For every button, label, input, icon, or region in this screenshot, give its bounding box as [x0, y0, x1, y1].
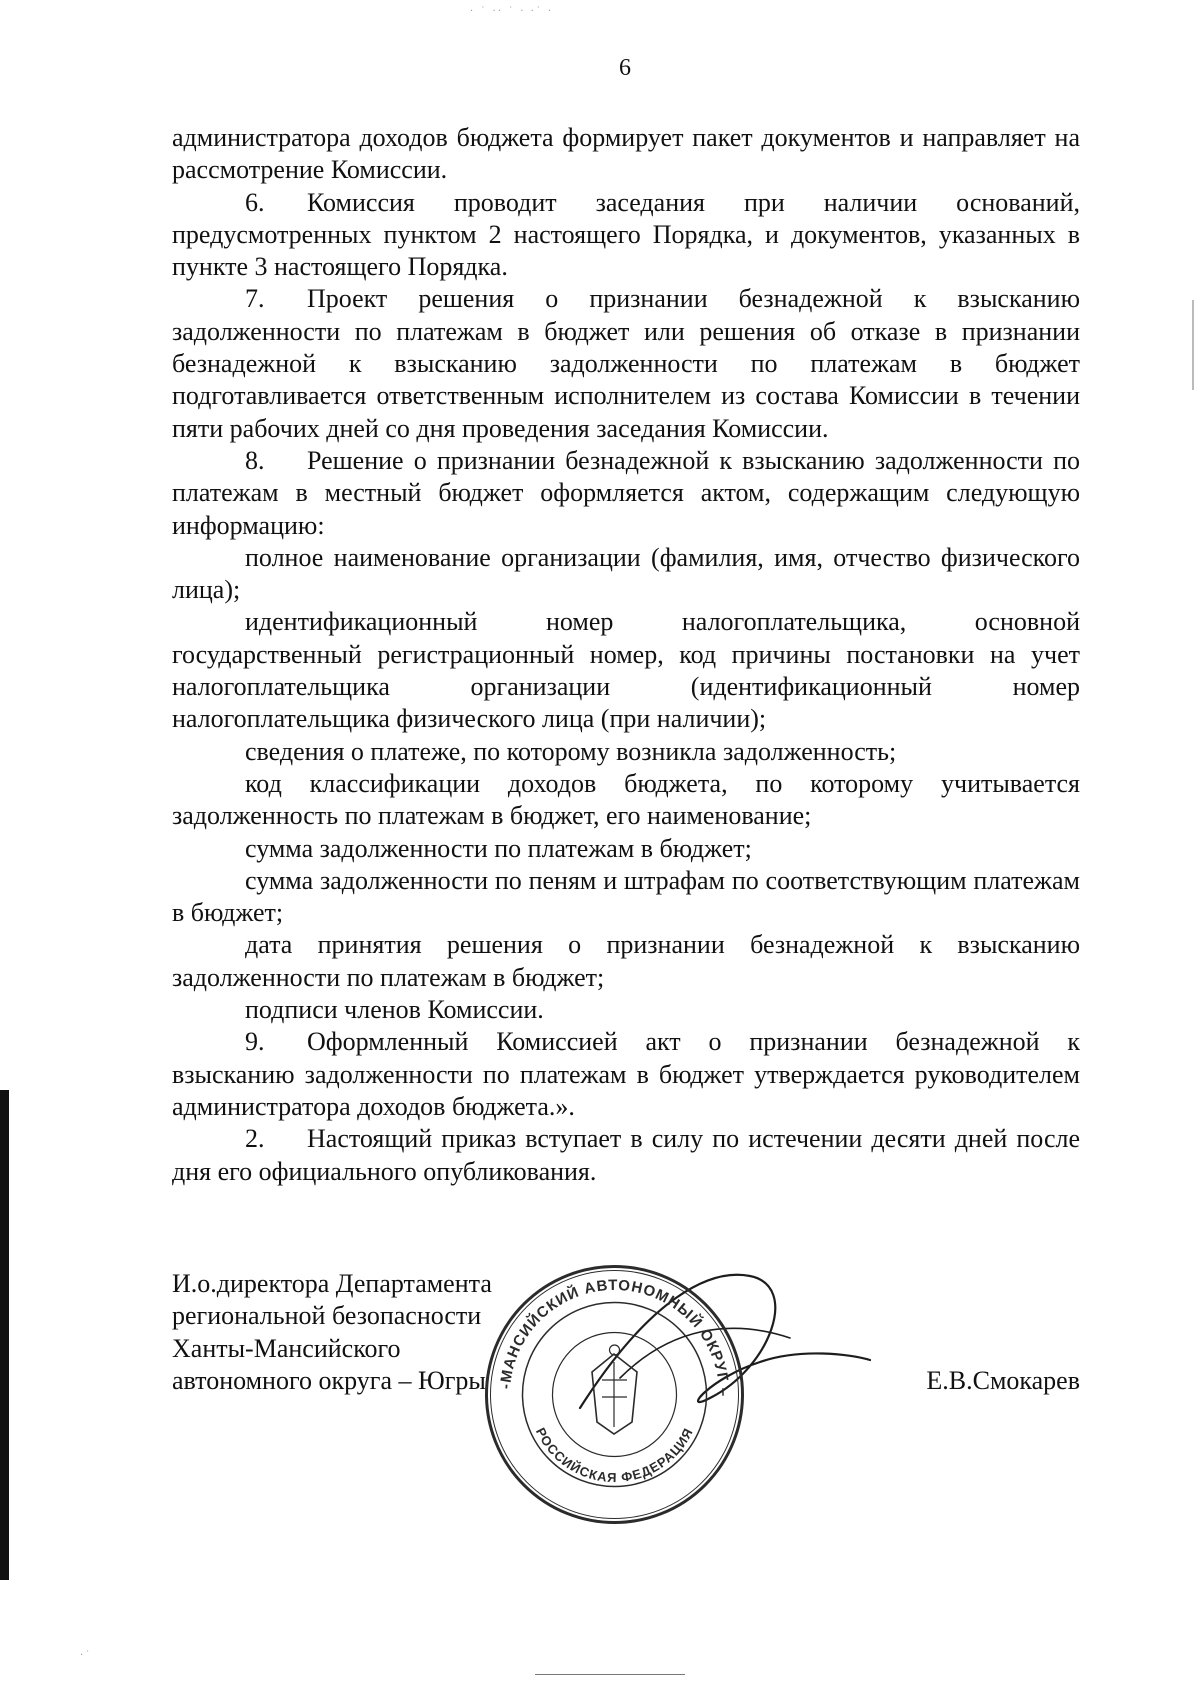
- svg-text:ХАНТЫ-МАНСИЙСКИЙ АВТОНОМНЫЙ ОК: [482, 1262, 732, 1397]
- signatory-name: Е.В.Смокарев: [926, 1366, 1080, 1395]
- signatory-line: И.о.директора Департамента: [172, 1269, 492, 1298]
- paragraph-text: полное наименование организации (фамилия, имя, отчество физического лица);: [172, 542, 1080, 605]
- paragraph: [172, 768, 1080, 833]
- paragraph-text: сумма задолженности по платежам в бюджет;: [245, 833, 752, 863]
- paragraph-number: 9.: [245, 1027, 265, 1057]
- paragraph: [172, 542, 1080, 607]
- paragraph-number: 6.: [245, 187, 265, 217]
- paragraph-text: администратора доходов бюджета формирует пакет документов и направляет на рассмотрение Комиссии.: [172, 123, 1080, 185]
- seal-outer-text: -МАНСИЙСКИЙ АВТОНОМНЫЙ ОКРУГ –: [497, 1276, 733, 1398]
- paragraph: [172, 994, 1080, 1026]
- paragraph-number: 2.: [245, 1124, 265, 1154]
- paragraph-text: дата принятия решения о признании безнадежной к взысканию задолженности по платежам в бюджет;: [172, 930, 1080, 992]
- paragraph: [172, 283, 1080, 444]
- paragraph: [172, 445, 1080, 542]
- signatory-line: Ханты-Мансийского: [172, 1333, 401, 1363]
- paragraph: [172, 833, 1080, 865]
- paragraph-text: Решение о признании безнадежной к взысканию задолженности по платежам в местный бюджет оформляется актом, содержащим следующую информацию:: [172, 445, 1080, 540]
- paragraph: [172, 187, 1080, 284]
- paragraph-text: Настоящий приказ вступает в силу по истечении десяти дней после дня его официального опубликования.: [172, 1124, 1080, 1186]
- paragraph-text: Оформленный Комиссией акт о признании безнадежной к взысканию задолженности по платежам в бюджет утверждается руководителем администратора доходов бюджета.».: [172, 1027, 1080, 1121]
- paragraph: [172, 865, 1080, 930]
- document-body: [172, 122, 1080, 1188]
- scan-noise: ·˙: [80, 1650, 93, 1661]
- paragraph-text: Комиссия проводит заседания при наличии оснований, предусмотренных пунктом 2 настоящего Порядка, и документов, указанных в пункте 3 настоящего Порядка.: [172, 187, 1080, 282]
- paragraph-text: код классификации доходов бюджета, по которому учитывается задолженность по платежам в бюджет, его наименование;: [172, 768, 1080, 831]
- scan-edge-bar: [0, 1090, 9, 1580]
- seal-bottom-text: РОССИЙСКАЯ ФЕДЕРАЦИЯ: [532, 1425, 697, 1486]
- paragraph: [172, 606, 1080, 735]
- paragraph-text: идентификационный номер налогоплательщика, основной государственный регистрационный номер, код причины постановки на учет налогоплательщика организации (идентификационный номер налогоплательщика физического лица (при наличии);: [172, 607, 1080, 734]
- paragraph-number: 7.: [245, 284, 265, 314]
- paragraph: [172, 929, 1080, 994]
- paragraph: [172, 1123, 1080, 1188]
- scan-noise: · ˙ ·· ˙ · ·˙ ·: [470, 6, 554, 17]
- paragraph: [172, 736, 1080, 768]
- paragraph-text: сведения о платеже, по которому возникла задолженность;: [245, 736, 897, 766]
- official-seal-icon: [482, 1262, 747, 1527]
- signatory-position: [172, 1268, 512, 1397]
- paragraph: [172, 1026, 1080, 1123]
- scan-bottom-line: [535, 1674, 685, 1675]
- official-seal: [482, 1262, 747, 1527]
- scan-edge-mark: [1192, 300, 1194, 390]
- signatory-line: автономного округа – Югры: [172, 1365, 486, 1395]
- paragraph-text: Проект решения о признании безнадежной к взысканию задолженности по платежам в бюджет или решения об отказе в признании безнадежной к взысканию задолженности по платежам в бюджет подготавливается ответственным исполнителем из состава Комиссии в течении пяти рабочих дней со дня проведения заседания Комиссии.: [172, 284, 1080, 443]
- paragraph-number: 8.: [245, 445, 265, 475]
- page-number: 6: [619, 55, 631, 81]
- signatory-line: региональной безопасности: [172, 1301, 482, 1331]
- paragraph: [172, 122, 1080, 187]
- paragraph-text: подписи членов Комиссии.: [245, 995, 544, 1025]
- paragraph-text: сумма задолженности по пеням и штрафам по соответствующим платежам в бюджет;: [172, 865, 1080, 928]
